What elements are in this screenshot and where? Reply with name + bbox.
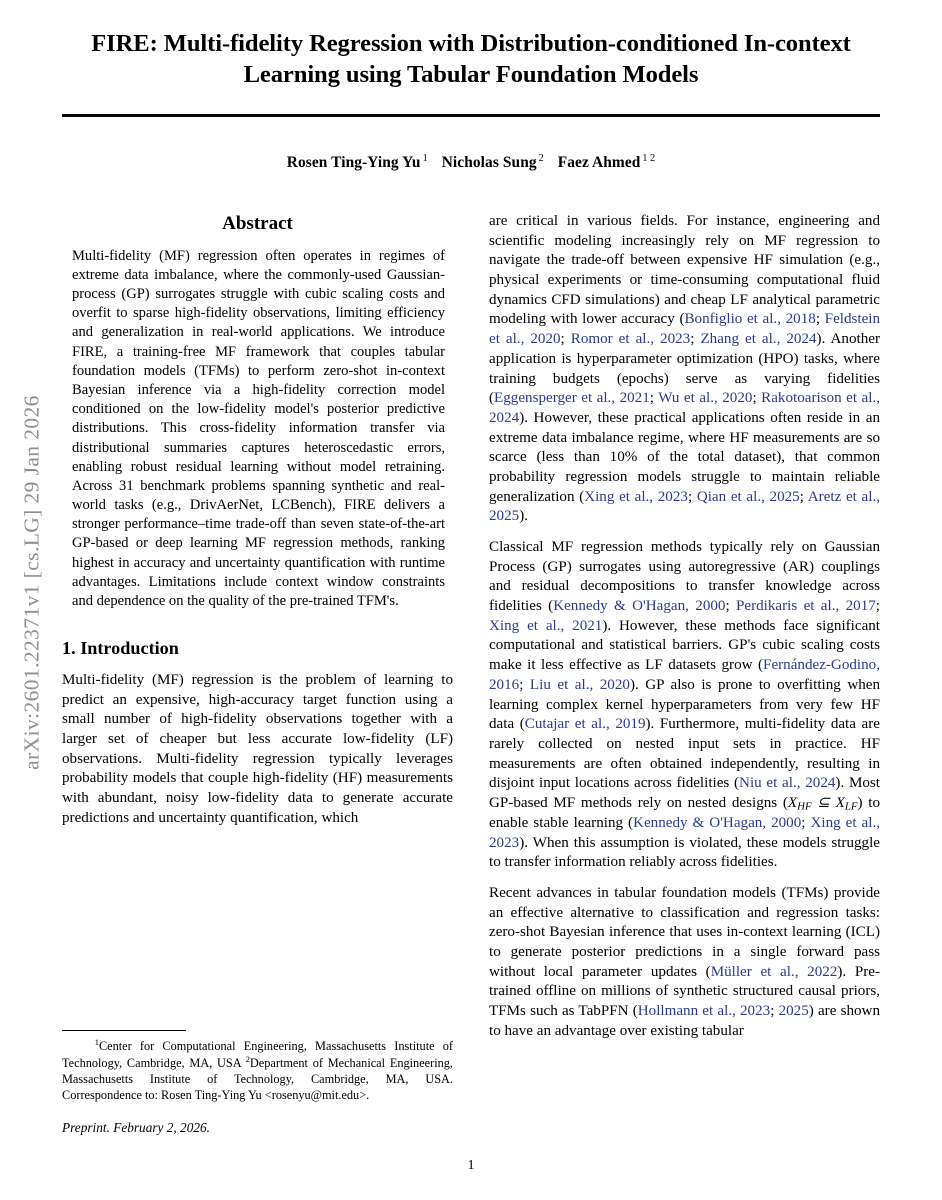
right-paragraph-3 [489, 884, 880, 1042]
citation-link[interactable]: Xing et al., 2021 [489, 617, 603, 634]
citation-link[interactable]: Kennedy & O'Hagan, 2000 [633, 814, 802, 831]
page-title: FIRE: Multi-fidelity Regression with Distribution-conditioned In-context Learning using Tabular Foundation Models [91, 30, 851, 89]
text-run: ; [875, 598, 880, 615]
footnote-divider [62, 1030, 186, 1031]
page-number: 1 [467, 1158, 475, 1173]
text-run: ; [725, 598, 737, 615]
left-column [62, 212, 453, 1041]
citation-link[interactable]: Xing et al., 2023 [584, 488, 688, 505]
citation-link[interactable]: Hollmann et al., 2023 [637, 1003, 771, 1020]
title-divider [62, 114, 880, 117]
author-list [62, 153, 880, 172]
author-entry [287, 154, 428, 171]
text-run: ). GP also is prone to overfitting when learning complex kernel hyperparameters from very few HF data ( [489, 676, 881, 733]
text-run: ; [560, 331, 571, 348]
text-run: ) are shown to have an advantage over existing tabular [489, 1003, 880, 1039]
author-name: Rosen Ting-Ying Yu [286, 154, 421, 172]
right-paragraph-1 [489, 212, 880, 527]
author-entry [442, 154, 544, 171]
text-run: ; [770, 1003, 779, 1020]
right-paragraph-2 [489, 538, 880, 873]
footnote-marker-2: 2 [245, 1054, 250, 1064]
text-run: ; [815, 311, 825, 328]
citation-link[interactable]: Eggensperger et al., 2021 [494, 390, 650, 407]
text-run: ) to enable stable learning ( [489, 794, 880, 831]
text-run: ; [799, 488, 808, 505]
footnote-block [62, 1030, 453, 1136]
author-name: Nicholas Sung [441, 154, 537, 172]
citation-link[interactable]: Rakotoarison et al., 2024 [489, 390, 880, 426]
abstract-heading: Abstract [222, 213, 293, 234]
footnote-text-2: Department of Mechanical Engineering, Massachusetts Institute of Technology, Cambridge, MA, USA. Correspondence to: Rosen Ting-Ying Yu <rosenyu@mit.edu>. [62, 1055, 453, 1102]
citation-link[interactable]: Cutajar et al., 2019 [524, 716, 646, 733]
citation-link[interactable]: Wu et al., 2020 [658, 390, 753, 407]
citation-link[interactable]: Aretz et al., 2025 [489, 488, 880, 525]
text-run: ). Pre-trained offline on millions of synthetic structured causal priors, TFMs such as TabPFN ( [489, 963, 880, 1020]
section-heading-introduction: 1. Introduction [62, 638, 179, 659]
citation-link[interactable]: Bonfiglio et al., 2018 [684, 311, 816, 328]
citation-link[interactable]: 2025 [778, 1003, 809, 1020]
text-run: ). However, these methods face significant computational and statistical barriers. GP's cubic scaling costs make it less effective as LF datasets grow ( [489, 617, 881, 674]
author-affiliation-marker: 1 2 [642, 152, 656, 164]
footnote-text-1: Center for Computational Engineering, Massachusetts Institute of Technology, Cambridge, MA, USA [62, 1039, 454, 1070]
citation-link[interactable]: Kennedy & O'Hagan, 2000 [553, 598, 726, 615]
text-run: ). Most GP-based MF methods rely on nested designs ( [489, 775, 880, 811]
text-run: Recent advances in tabular foundation models (TFMs) provide an effective alternative to classification and regression tasks: zero-shot Bayesian inference that uses in-context learning (ICL) to generate posterior predictions in a single forward pass without local parameter updates ( [489, 884, 880, 980]
text-run: ; [649, 390, 659, 407]
text-run: Classical MF regression methods typically rely on Gaussian Process (GP) surrogates using autoregressive (AR) couplings and residual decompositions to transfer knowledge across fidelities ( [489, 539, 880, 615]
text-run: ; [801, 814, 811, 831]
introduction-paragraph: Multi-fidelity (MF) regression is the problem of learning to predict an expensive, high-accuracy target function using a small number of high-fidelity observations together with a larger set of cheaper but less accurate low-fidelity (LF) observations. Multi-fidelity regression typically leverages probability models that couple high-fidelity (HF) measurements with abundant, noisy low-fidelity data to generate accurate predictions and uncertainty quantification, which [62, 671, 453, 826]
text-run: ). [519, 508, 528, 525]
footnote-marker-1: 1 [94, 1038, 99, 1047]
citation-link[interactable]: Romor et al., 2023 [570, 331, 691, 348]
arxiv-stamp: arXiv:2601.22371v1 [cs.LG] 29 Jan 2026 [19, 395, 44, 770]
citation-link[interactable]: Feldstein et al., 2020 [489, 311, 881, 348]
affiliation-footnote [62, 1038, 453, 1103]
citation-link[interactable]: Qian et al., 2025 [696, 488, 800, 505]
inline-math-nested-design: $X_{HF}$ ⊆ $X_{LF}$ [787, 794, 858, 813]
body-columns [62, 212, 880, 1041]
text-run: ; [687, 488, 697, 505]
citation-link[interactable]: Zhang et al., 2024 [700, 331, 817, 348]
preprint-note: Preprint. February 2, 2026. [62, 1120, 210, 1136]
citation-link[interactable]: Niu et al., 2024 [739, 775, 836, 792]
citation-link[interactable]: Müller et al., 2022 [710, 963, 838, 980]
text-run: ; [690, 331, 701, 348]
author-entry [558, 154, 655, 171]
citation-link[interactable]: Xing et al., 2023 [489, 814, 880, 851]
text-run: ). Another application is hyperparameter optimization (HPO) tasks, where training budgets (epochs) serve as varying fidelities ( [489, 331, 880, 407]
abstract-text: Multi-fidelity (MF) regression often operates in regimes of extreme data imbalance, where the commonly-used Gaussian-process (GP) surrogates struggle with cubic scaling costs and overfit to sparse high-fidelity observations, limiting efficiency and generalization in real-world applications. We introduce FIRE, a training-free MF framework that couples tabular foundation models (TFMs) to perform zero-shot in-context Bayesian inference via a high-fidelity correction model conditioned on the low-fidelity model's posterior predictive distributions. This cross-fidelity information transfer via distributional summaries captures heteroscedastic errors, enabling robust residual learning without model retraining. Across 31 benchmark problems spanning synthetic and real-world tasks (e.g., DrivAerNet, LCBench), FIRE delivers a stronger performance–time trade-off than seven state-of-the-art GP-based or deep learning MF regression methods, ranking highest in accuracy and uncertainty quantification with runtime advantages. Limitations include context window constraints and dependence on the quality of the pre-trained TFM's. [72, 247, 445, 609]
right-column [489, 212, 880, 1041]
citation-link[interactable]: Perdikaris et al., 2017 [736, 598, 876, 615]
text-run: ). However, these practical applications often reside in an extreme data imbalance regime, where HF measurements are so scarce (less than 10% of the total dataset), that common probability regression models struggle to maintain reliable generalization ( [489, 409, 880, 505]
text-run: are critical in various fields. For instance, engineering and scientific modeling increasingly rely on MF regression to navigate the trade-off between expensive HF simulation (e.g., physical experiments or time-consuming computational fluid dynamics CFD simulations) and cheap LF analytical parametric modeling with lower accuracy ( [489, 213, 880, 328]
text-run: ; [519, 676, 530, 693]
citation-link[interactable]: Liu et al., 2020 [529, 676, 630, 693]
text-run: ). Furthermore, multi-fidelity data are rarely collected on nested input sets in practice. HF measurements are often obtained independently, resulting in disjoint input locations across fidelities ( [489, 716, 880, 792]
citation-link[interactable]: Fernández-Godino, 2016 [489, 657, 880, 693]
text-run: ). When this assumption is violated, these models struggle to transfer information reliably across fidelities. [489, 834, 880, 871]
paper-content [62, 0, 880, 1200]
author-affiliation-marker: 2 [538, 152, 544, 164]
author-affiliation-marker: 1 [422, 152, 428, 164]
text-run: ; [752, 390, 762, 407]
author-name: Faez Ahmed [557, 154, 641, 172]
